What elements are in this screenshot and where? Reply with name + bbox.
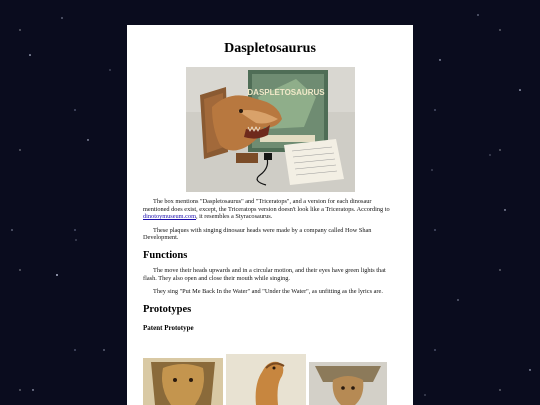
dinotoymuseum-link[interactable]: dinotoymuseum.com xyxy=(143,213,196,221)
intro-text-end: , it resembles a Styracosaurus. xyxy=(196,213,273,221)
intro-text: The box mentions "Daspletosaurus" and "Triceratops", and a version for each dinosaur mentioned does exist, except, the Triceratops version doesn't look like a Triceratops. According to xyxy=(143,198,390,213)
prototype-photo-3 xyxy=(309,362,387,405)
prototype-photo-1 xyxy=(143,358,223,405)
prototype-photo-2 xyxy=(226,354,306,405)
prototypes-heading: Prototypes xyxy=(143,303,192,315)
page-title: Daspletosaurus xyxy=(224,41,316,56)
intro-paragraph xyxy=(143,198,397,221)
functions-paragraph-2: They sing "Put Me Back In the Water" and "Under the Water", as unfitting as the lyrics are. xyxy=(153,288,383,296)
functions-paragraph-1: The move their heads upwards and in a circular motion, and their eyes have green lights that flash. They also open and close their mouth while singing. xyxy=(143,266,386,282)
box-logo-text: DASPLETOSAURUS xyxy=(246,88,325,97)
article-page xyxy=(127,25,413,405)
functions-heading: Functions xyxy=(143,249,188,261)
dinosaur-photo xyxy=(186,67,355,192)
dinosaur-photo-icon xyxy=(186,67,355,192)
patent-prototype-heading: Patent Prototype xyxy=(143,323,194,332)
maker-paragraph: These plaques with singing dinosaur heads were made by a company called How Shan Development. xyxy=(143,226,372,242)
prototype-gallery xyxy=(143,354,393,405)
